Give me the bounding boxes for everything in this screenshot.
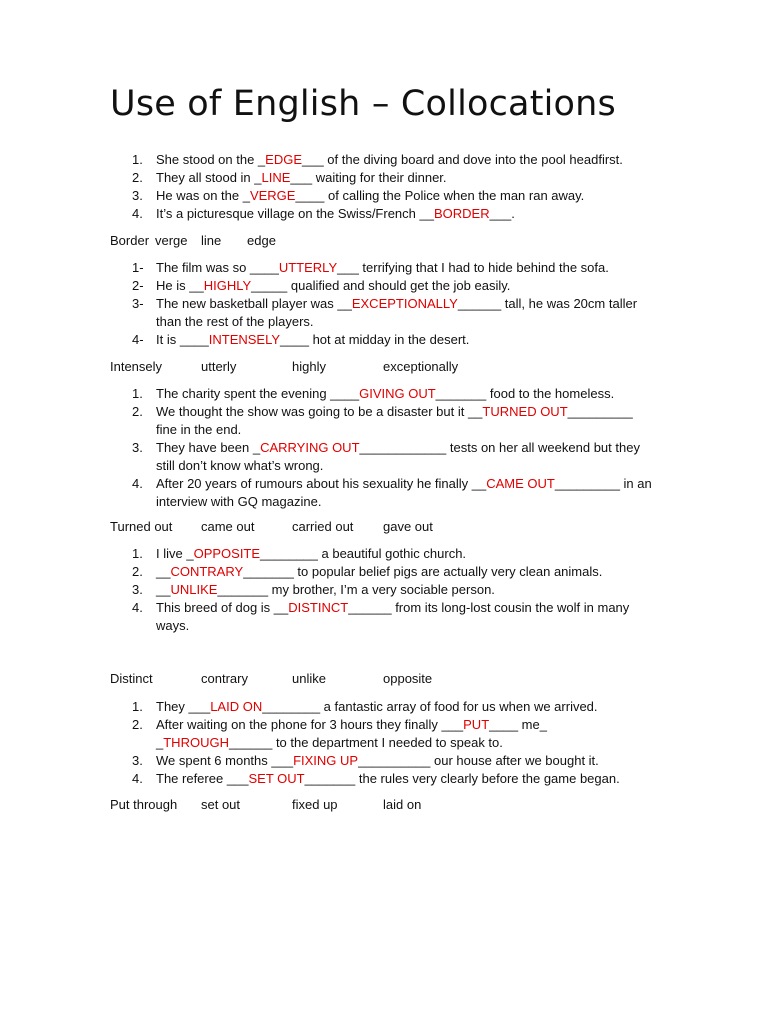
- answer: EXCEPTIONALLY: [351, 296, 458, 311]
- exercise-list-1: [0, 151, 656, 223]
- answer: HIGHLY: [203, 278, 252, 293]
- list-item: 4. It’s a picturesque village on the Swiss/French __BORDER___.: [132, 206, 515, 221]
- list-item: 1. The charity spent the evening ____GIVING OUT_______ food to the homeless.: [132, 386, 615, 401]
- word-bank-word: gave out: [383, 519, 433, 534]
- exercise-list-5: [0, 698, 656, 788]
- answer: BORDER: [433, 206, 490, 221]
- word-bank-word: came out: [201, 519, 255, 534]
- answer: FIXING UP: [293, 753, 359, 768]
- list-item: 2. They all stood in _LINE___ waiting for their dinner.: [132, 170, 447, 185]
- list-item: 3. We spent 6 months ___FIXING UP__________ our house after we bought it.: [132, 753, 599, 768]
- word-bank-word: exceptionally: [383, 359, 459, 374]
- list-item: 1- The film was so ____UTTERLY___ terrifying that I had to hide behind the sofa.: [132, 260, 609, 275]
- answer: CAME OUT: [486, 476, 555, 491]
- answer: THROUGH: [163, 735, 229, 750]
- answer: DISTINCT: [288, 600, 349, 615]
- list-item: 1. She stood on the _EDGE___ of the diving board and dove into the pool headfirst.: [132, 152, 623, 167]
- answer: TURNED OUT: [482, 404, 568, 419]
- word-bank-word: line: [201, 233, 222, 248]
- answer: PUT: [463, 717, 490, 732]
- list-item: 4- It is ____INTENSELY____ hot at midday in the desert.: [132, 332, 470, 347]
- word-bank-word: Turned out: [110, 519, 173, 534]
- word-bank-word: carried out: [292, 519, 354, 534]
- exercise-list-3: [0, 385, 656, 511]
- list-item: 1. They ___LAID ON________ a fantastic array of food for us when we arrived.: [132, 699, 598, 714]
- exercise-list-4: [0, 545, 656, 635]
- page-title: Use of English – Collocations: [110, 84, 616, 124]
- word-bank-word: utterly: [201, 359, 237, 374]
- list-item: 4. The referee ___SET OUT_______ the rules very clearly before the game began.: [132, 771, 620, 786]
- answer: VERGE: [249, 188, 296, 203]
- word-bank-word: contrary: [201, 671, 248, 686]
- answer: UTTERLY: [278, 260, 338, 275]
- word-bank-word: Intensely: [110, 359, 163, 374]
- list-item: 2. We thought the show was going to be a disaster but it __TURNED OUT_________ fine in the end.: [132, 404, 633, 437]
- word-bank-word: Put through: [110, 797, 178, 812]
- list-item: 2- He is __HIGHLY_____ qualified and should get the job easily.: [132, 278, 511, 293]
- word-bank-word: highly: [292, 359, 326, 374]
- word-bank-word: fixed up: [292, 797, 338, 812]
- word-bank-word: opposite: [383, 671, 433, 686]
- word-bank-word: edge: [247, 233, 276, 248]
- answer: UNLIKE: [170, 582, 218, 597]
- list-item: 3. They have been _CARRYING OUT____________ tests on her all weekend but they still don’t know what’s wrong.: [132, 440, 640, 473]
- word-bank-word: Distinct: [110, 671, 153, 686]
- list-item: 1. I live _OPPOSITE________ a beautiful gothic church.: [132, 546, 467, 561]
- list-item: 4. After 20 years of rumours about his sexuality he finally __CAME OUT_________ in an interview with GQ magazine.: [132, 476, 652, 509]
- list-item: 3. __UNLIKE_______ my brother, I’m a very sociable person.: [132, 582, 495, 597]
- answer: INTENSELY: [208, 332, 281, 347]
- answer: EDGE: [265, 152, 302, 167]
- list-item: 3- The new basketball player was __EXCEPTIONALLY______ tall, he was 20cm taller than the rest of the players.: [132, 296, 638, 329]
- word-bank-word: verge: [155, 233, 188, 248]
- list-item: 3. He was on the _VERGE____ of calling the Police when the man ran away.: [132, 188, 585, 203]
- answer: CONTRARY: [170, 564, 244, 579]
- list-item: 2. __CONTRARY_______ to popular belief pigs are actually very clean animals.: [132, 564, 603, 579]
- word-bank-word: set out: [201, 797, 241, 812]
- answer: SET OUT: [248, 771, 305, 786]
- word-bank-word: unlike: [292, 671, 326, 686]
- answer: CARRYING OUT: [260, 440, 360, 455]
- list-item: 2. After waiting on the phone for 3 hours they finally ___PUT____ me_ _THROUGH______ to the department I needed to speak to.: [132, 717, 547, 750]
- answer: LAID ON: [210, 699, 263, 714]
- exercise-list-2: [0, 259, 656, 349]
- list-item: 4. This breed of dog is __DISTINCT______ from its long-lost cousin the wolf in many ways.: [132, 600, 630, 633]
- answer: LINE: [261, 170, 291, 185]
- word-bank-word: laid on: [383, 797, 422, 812]
- answer: GIVING OUT: [359, 386, 436, 401]
- answer: OPPOSITE: [193, 546, 261, 561]
- word-bank-word: Border: [110, 233, 150, 248]
